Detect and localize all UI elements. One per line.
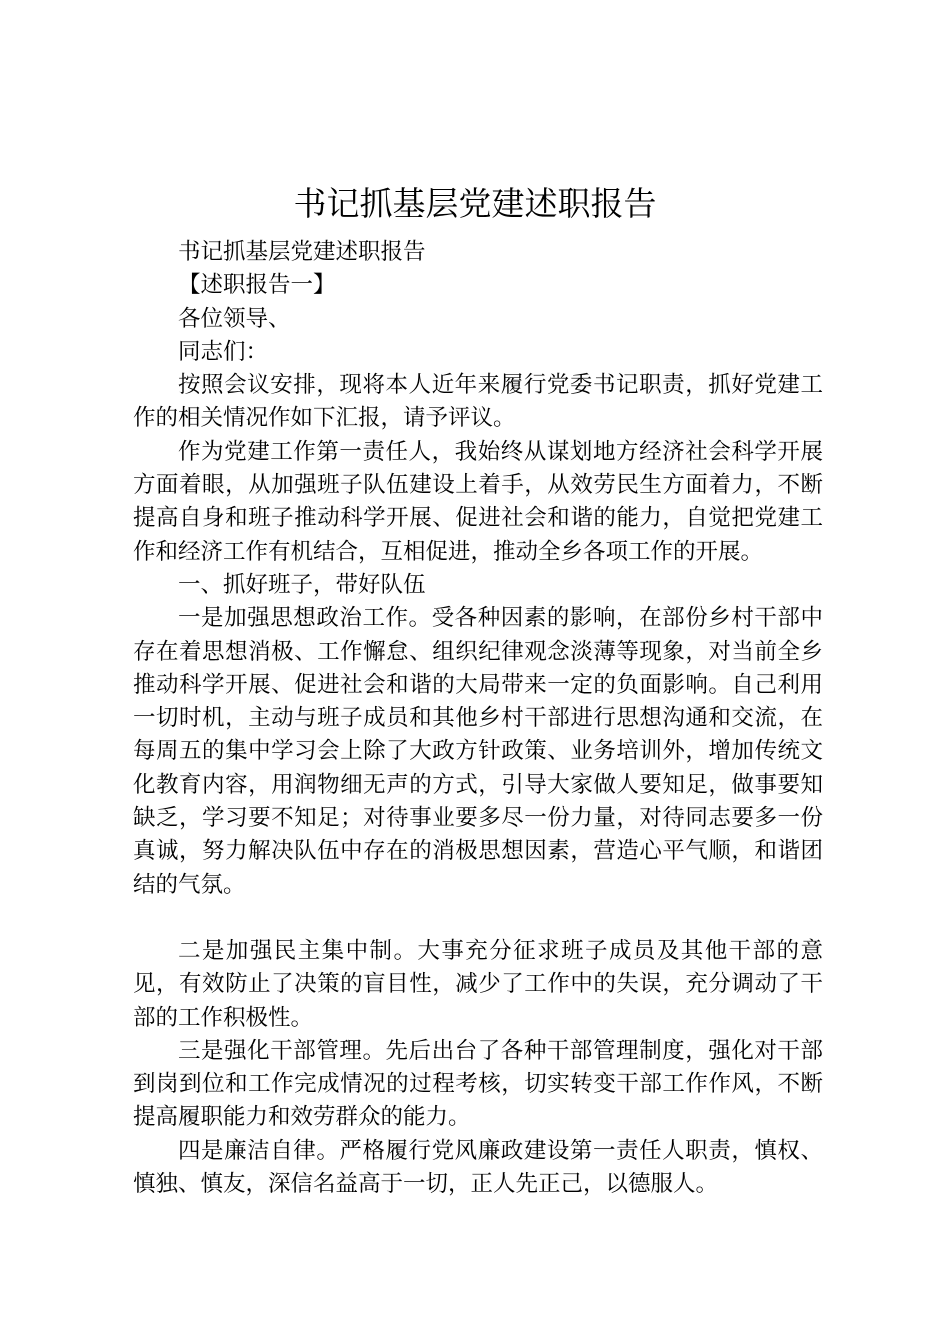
paragraph-salutation-2: 同志们： bbox=[178, 338, 269, 365]
paragraph-point-4: 四是廉洁自律。严格履行党风廉政建设第一责任人职责，慎权、慎独、慎友，深信名益高于一切，正人先正己，以德服人。 bbox=[133, 1137, 823, 1198]
paragraph-subtitle: 书记抓基层党建述职报告 bbox=[178, 239, 426, 265]
paragraph-heading-1: 一、抓好班子，带好队伍 bbox=[178, 571, 426, 598]
paragraph-point-3: 三是强化干部管理。先后出台了各种干部管理制度，强化对干部到岗到位和工作完成情况的过程考核，切实转变干部工作作风，不断提高履职能力和效劳群众的能力。 bbox=[133, 1037, 823, 1131]
paragraph-point-2: 二是加强民主集中制。大事充分征求班子成员及其他干部的意见，有效防止了决策的盲目性，减少了工作中的失误，充分调动了干部的工作积极性。 bbox=[133, 937, 823, 1031]
paragraph-section-label: 【述职报告一】 bbox=[178, 272, 336, 299]
paragraph-salutation-1: 各位领导、 bbox=[178, 305, 291, 332]
paragraph-responsibility: 作为党建工作第一责任人，我始终从谋划地方经济社会科学开展方面着眼，从加强班子队伍建设上着手，从效劳民生方面着力，不断提高自身和班子推动科学开展、促进社会和谐的能力，自觉把党建工作和经济工作有机结合，互相促进，推动全乡各项工作的开展。 bbox=[133, 438, 823, 565]
paragraph-intro: 按照会议安排，现将本人近年来履行党委书记职责，抓好党建工作的相关情况作如下汇报，请予评议。 bbox=[133, 372, 823, 432]
document-body bbox=[133, 236, 823, 1201]
document-title: 书记抓基层党建述职报告 bbox=[293, 184, 657, 223]
paragraph-point-1: 一是加强思想政治工作。受各种因素的影响，在部份乡村干部中存在着思想消极、工作懈怠、组织纪律观念淡薄等现象，对当前全乡推动科学开展、促进社会和谐的大局带来一定的负面影响。自己利用一切时机，主动与班子成员和其他乡村干部进行思想沟通和交流，在每周五的集中学习会上除了大政方针政策、业务培训外，增加传统文化教育内容，用润物细无声的方式，引导大家做人要知足，做事要知缺乏，学习要不知足；对待事业要多尽一份力量，对待同志要多一份真诚，努力解决队伍中存在的消极思想因素，营造心平气顺，和谐团结的气氛。 bbox=[133, 605, 823, 898]
